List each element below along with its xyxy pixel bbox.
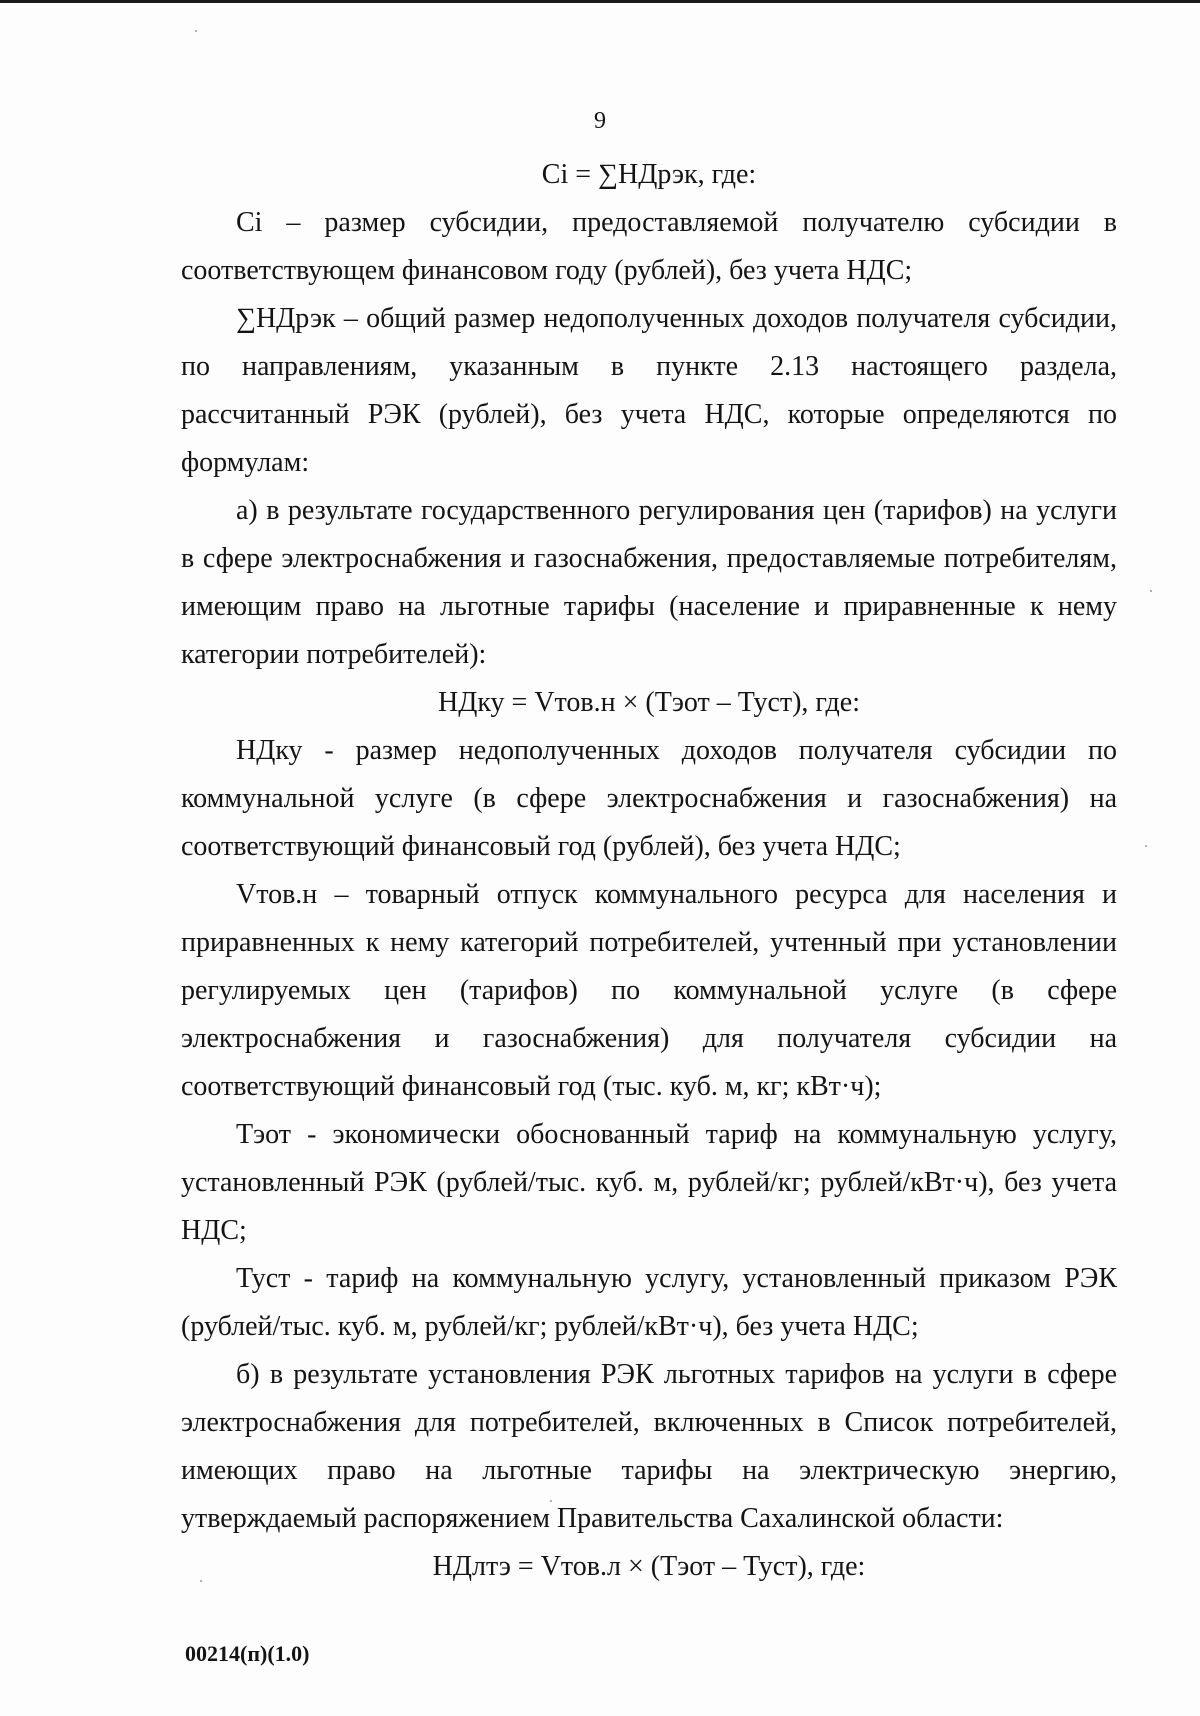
scan-speck — [550, 1500, 552, 1502]
page-number: 9 — [594, 108, 606, 134]
document-code: 00214(п)(1.0) — [185, 1641, 310, 1666]
paragraph-teot-definition: Тэот - экономически обоснованный тариф на коммунальную услугу, установленный РЭК (рублей/тыс. куб. м, рублей/кг; рублей/кВт·ч), без учета НДС; — [181, 1119, 1117, 1246]
scan-speck — [195, 30, 197, 32]
scan-speck — [1145, 845, 1147, 847]
formula-ndlte: НДлтэ = Vтов.л × (Тэот – Туст), где: — [432, 1551, 866, 1582]
document-body — [181, 151, 1117, 1591]
paragraph-tust-definition: Туст - тариф на коммунальную услугу, установленный приказом РЭК (рублей/тыс. куб. м, рублей/кг; рублей/кВт·ч), без учета НДС; — [181, 1263, 1117, 1342]
paragraph-item-b: б) в результате установления РЭК льготных тарифов на услуги в сфере электроснабжения для потребителей, включенных в Список потребителей, имеющих право на льготные тарифы на электрическую энергию, утверждаемый распоряжением Правительства Сахалинской области: — [181, 1359, 1117, 1534]
paragraph-vtovn-definition: Vтов.н – товарный отпуск коммунального ресурса для населения и приравненных к нему категорий потребителей, учтенный при установлении регулируемых цен (тарифов) по коммунальной услуге (в сфере электроснабжения и газоснабжения) для получателя субсидии на соответствующий финансовый год (тыс. куб. м, кг; кВт·ч); — [181, 879, 1117, 1102]
paragraph-ndrek-definition: ∑НДрэк – общий размер недополученных доходов получателя субсидии, по направлениям, указанным в пункте 2.13 настоящего раздела, рассчитанный РЭК (рублей), без учета НДС, которые определяются по формулам: — [181, 303, 1117, 478]
scan-speck — [1150, 590, 1152, 592]
paragraph-ci-definition: Ci – размер субсидии, предоставляемой получателю субсидии в соответствующем финансовом году (рублей), без учета НДС; — [181, 207, 1117, 286]
paragraph-item-a: а) в результате государственного регулирования цен (тарифов) на услуги в сфере электроснабжения и газоснабжения, предоставляемые потребителям, имеющим право на льготные тарифы (население и приравненные к нему категории потребителей): — [181, 495, 1117, 670]
paragraph-ndku-definition: НДку - размер недополученных доходов получателя субсидии по коммунальной услуге (в сфере электроснабжения и газоснабжения) на соответствующий финансовый год (рублей), без учета НДС; — [181, 735, 1117, 862]
formula-main: Ci = ∑НДрэк, где: — [541, 159, 757, 190]
formula-ndku: НДку = Vтов.н × (Тэот – Туст), где: — [438, 687, 860, 718]
top-border — [0, 0, 1200, 3]
scan-speck — [200, 1580, 202, 1582]
